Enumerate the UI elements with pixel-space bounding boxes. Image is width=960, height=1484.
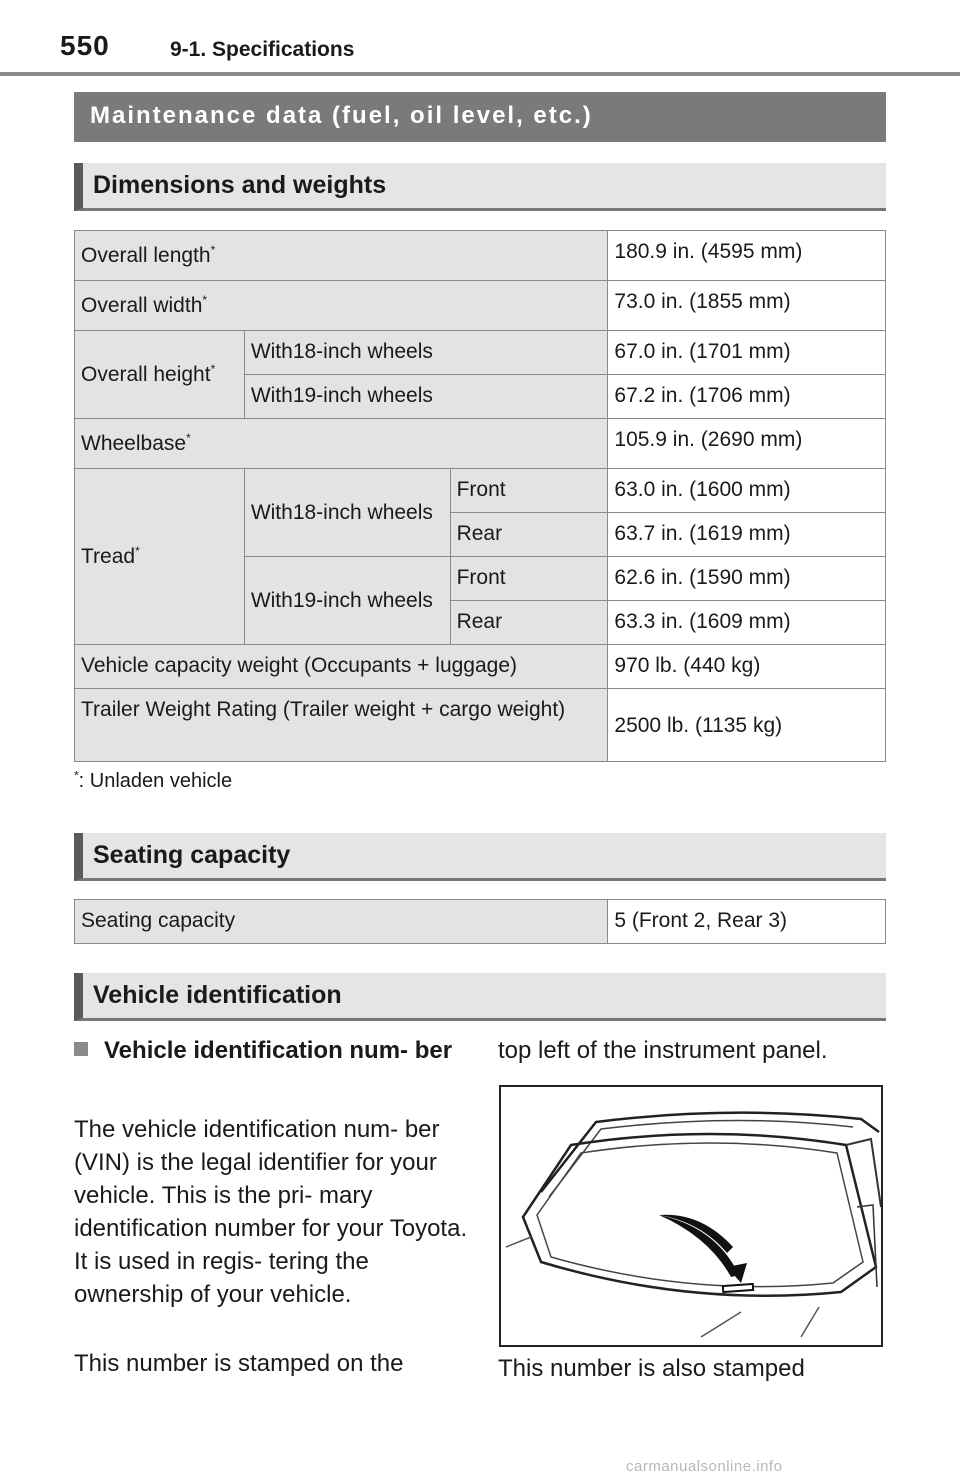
section-name: 9-1. Specifications xyxy=(170,38,355,61)
vin-paragraph-continued: This number is stamped on the xyxy=(74,1350,404,1377)
tread-position: Rear xyxy=(450,513,608,557)
dimensions-table xyxy=(74,230,886,762)
tread-value: 63.7 in. (1619 mm) xyxy=(608,513,886,557)
height-value: 67.0 in. (1701 mm) xyxy=(608,331,886,375)
tread-value: 62.6 in. (1590 mm) xyxy=(608,557,886,601)
trailer-rating-value: 2500 lb. (1135 kg) xyxy=(608,689,886,762)
wheelbase-label: Wheelbase* xyxy=(75,419,608,469)
table-row xyxy=(75,645,886,689)
roof-edge xyxy=(549,1120,853,1197)
page-header xyxy=(60,30,960,74)
hood-line xyxy=(506,1237,531,1247)
seating-value: 5 (Front 2, Rear 3) xyxy=(608,900,886,944)
table-row xyxy=(75,469,886,513)
seating-heading: Seating capacity xyxy=(74,833,886,881)
dimensions-heading: Dimensions and weights xyxy=(74,163,886,211)
overall-width-value: 73.0 in. (1855 mm) xyxy=(608,281,886,331)
windshield-drawing xyxy=(501,1087,881,1345)
hood-line xyxy=(701,1312,741,1337)
right-column-text-bottom: This number is also stamped xyxy=(498,1355,805,1382)
overall-width-label: Overall width* xyxy=(75,281,608,331)
height-value: 67.2 in. (1706 mm) xyxy=(608,375,886,419)
windshield-vin-illustration xyxy=(499,1085,883,1347)
square-bullet-icon xyxy=(74,1042,88,1056)
tread-value: 63.0 in. (1600 mm) xyxy=(608,469,886,513)
overall-length-value: 180.9 in. (4595 mm) xyxy=(608,231,886,281)
tread-position: Front xyxy=(450,557,608,601)
vin-plate xyxy=(723,1284,753,1292)
windshield-inner xyxy=(537,1143,863,1287)
tread-wheel-label: With19-inch wheels xyxy=(244,557,450,645)
table-row xyxy=(75,331,886,375)
seating-label: Seating capacity xyxy=(75,900,608,944)
wheelbase-value: 105.9 in. (2690 mm) xyxy=(608,419,886,469)
table-row xyxy=(75,419,886,469)
hood-line xyxy=(801,1307,819,1337)
table-row xyxy=(75,231,886,281)
footnote: *: Unladen vehicle xyxy=(74,768,233,792)
a-pillar xyxy=(846,1139,881,1207)
capacity-weight-value: 970 lb. (440 kg) xyxy=(608,645,886,689)
overall-height-label: Overall height* xyxy=(75,331,245,419)
seating-table xyxy=(74,899,886,944)
watermark: carmanualsonline.info xyxy=(626,1458,783,1475)
table-row xyxy=(75,689,886,762)
tread-position: Front xyxy=(450,469,608,513)
height-sub-label: With18-inch wheels xyxy=(244,331,608,375)
page-number: 550 xyxy=(60,30,110,61)
windshield-outer xyxy=(523,1134,876,1296)
tread-position: Rear xyxy=(450,601,608,645)
tread-wheel-label: With18-inch wheels xyxy=(244,469,450,557)
tread-label: Tread* xyxy=(75,469,245,645)
tread-value: 63.3 in. (1609 mm) xyxy=(608,601,886,645)
header-rule xyxy=(0,72,960,76)
table-row xyxy=(75,900,886,944)
vin-heading: Vehicle identification num- ber xyxy=(74,1034,464,1067)
trailer-rating-label: Trailer Weight Rating (Trailer weight + cargo weight) xyxy=(75,689,608,762)
capacity-weight-label: Vehicle capacity weight (Occupants + luggage) xyxy=(75,645,608,689)
height-sub-label: With19-inch wheels xyxy=(244,375,608,419)
overall-length-label: Overall length* xyxy=(75,231,608,281)
vehicle-id-heading: Vehicle identification xyxy=(74,973,886,1021)
page-title: Maintenance data (fuel, oil level, etc.) xyxy=(74,92,886,142)
right-column-text: top left of the instrument panel. xyxy=(498,1037,828,1064)
vin-paragraph: The vehicle identification num- ber (VIN) is the legal identifier for your vehicle. This is the pri- mary identification number for your Toyota. It is used in regis- tering the ownership of your vehicle. xyxy=(74,1116,468,1308)
table-row xyxy=(75,281,886,331)
